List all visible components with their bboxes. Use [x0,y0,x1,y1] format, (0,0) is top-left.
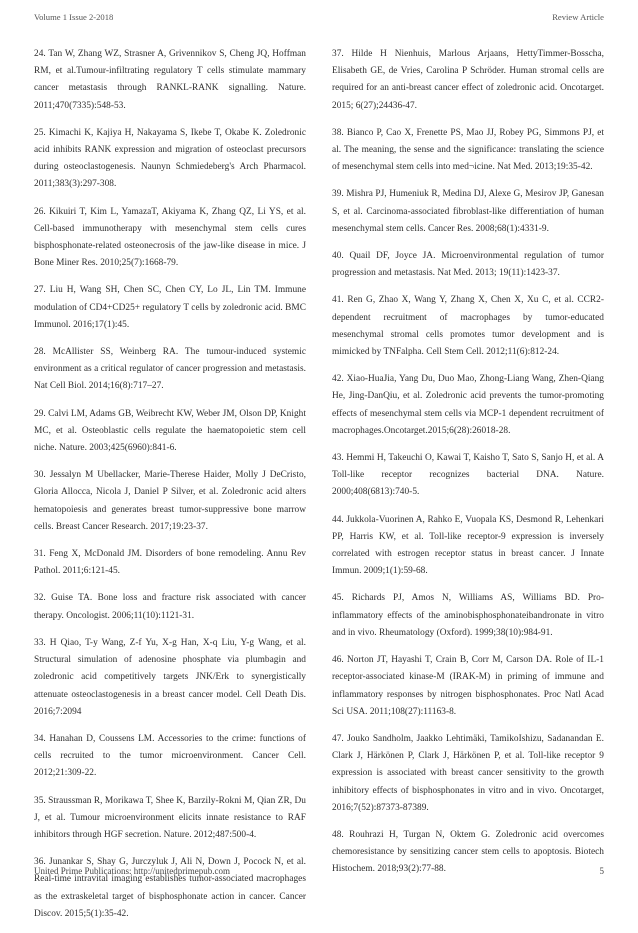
reference-item: 45. Richards PJ, Amos N, Williams AS, Williams BD. Pro-inflammatory effects of the aminobisphosphonateibandronate in vitro and in vivo. Rheumatology (Oxford). 1999;38(10):984-91. [332,593,604,638]
reference-item: 26. Kikuiri T, Kim L, YamazaT, Akiyama K, Zhang QZ, Li YS, et al. Cell-based immunotherapy with mesenchymal stem cells cures bisphosphonate-related osteonecrosis of the jaw-like disease in mice. J Bone Miner Res. 2010;25(7):1668-79. [34,206,306,269]
reference-item: 28. McAllister SS, Weinberg RA. The tumour-induced systemic environment as a critical regulator of cancer progression and metastasis. Nat Cell Biol. 2014;16(8):717–27. [34,347,306,392]
page-header [34,12,604,26]
reference-item: 44. Jukkola-Vuorinen A, Rahko E, Vuopala KS, Desmond R, Lehenkari PP, Harris KW, et al. Toll-like receptor-9 expression is inversely correlated with estrogen receptor status in breast cancer. J Innate Immun. 2009;1(1):59-68. [332,514,604,577]
reference-item: 32. Guise TA. Bone loss and fracture risk associated with cancer therapy. Oncologist. 2006;11(10):1121-31. [34,593,306,621]
page-number: 5 [599,866,604,876]
publisher-link[interactable]: United Prime Publications: http://unitedprimepub.com [34,866,230,876]
reference-item: 37. Hilde H Nienhuis, Marlous Arjaans, HettyTimmer-Bosscha, Elisabeth GE, de Vries, Carolina P Schröder. Human stromal cells are required for an anti-breast cancer effect of zoledronic acid. Oncotarget. 2015; 6(27);24436-47. [332,49,604,111]
volume-label: Volume 1 Issue 2-2018 [34,12,114,22]
reference-item: 43. Hemmi H, Takeuchi O, Kawai T, Kaisho T, Sato S, Sanjo H, et al. A Toll-like receptor recognizes bacterial DNA. Nature. 2000;408(6813):740-5. [332,453,604,498]
reference-item: 47. Jouko Sandholm, Jaakko Lehtimäki, TamikoIshizu, Sadanandan E. Clark J, Härkönen P, Clark J, Härkönen P, et al. Toll-like receptor 9 expression is associated with breast cancer sensitivity to the growth inhibitory effects of bisphosphonates in vitro and in vivo. Oncotarget, 2016;7(52):87373-87389. [332,733,604,813]
reference-item: 30. Jessalyn M Ubellacker, Marie-Therese Haider, Molly J DeCristo, Gloria Allocca, Nicola J, Daniel P Silver, et al. Zoledronic acid alters hematopoiesis and generates breast tumor-suppressive bone marrow cells. Breast Cancer Research. 2017;19:23-37. [34,470,306,532]
reference-item: 31. Feng X, McDonald JM. Disorders of bone remodeling. Annu Rev Pathol. 2011;6:121-45. [34,549,306,577]
reference-item: 33. H Qiao, T-y Wang, Z-f Yu, X-g Han, X-q Liu, Y-g Wang, et al. Structural simulation of adenosine phosphate via plumbagin and zoledronic acid competitively targets JNK/Erk to synergistically attenuate osteoclastogenesis in a breast cancer model. Cell Death Dis. 2016;7:2094 [34,637,306,717]
reference-item: 40. Quail DF, Joyce JA. Microenvironmental regulation of tumor progression and metastasis. Nat Med. 2013; 19(11):1423-37. [332,251,604,279]
reference-item: 29. Calvi LM, Adams GB, Weibrecht KW, Weber JM, Olson DP, Knight MC, et al. Osteoblastic cells regulate the haematopoietic stem cell niche. Nature. 2003;425(6960):841-6. [34,408,306,454]
reference-item: 41. Ren G, Zhao X, Wang Y, Zhang X, Chen X, Xu C, et al. CCR2-dependent recruitment of macrophages by tumor-educated mesenchymal stromal cells promotes tumor development and is mimicked by TNFalpha. Cell Stem Cell. 2012;11(6):812-24. [332,295,604,358]
article-type-label: Review Article [552,12,604,22]
references-right-column [332,46,604,889]
reference-item: 34. Hanahan D, Coussens LM. Accessories to the crime: functions of cells recruited to the tumor microenvironment. Cancer Cell. 2012;21:309-22. [34,733,306,779]
reference-item: 39. Mishra PJ, Humeniuk R, Medina DJ, Alexe G, Mesirov JP, Ganesan S, et al. Carcinoma-associated fibroblast-like differentiation of human mesenchymal stem cells. Cancer Res. 2008;68(1):4331-9. [332,189,604,234]
references-left-column [34,46,306,933]
reference-item: 38. Bianco P, Cao X, Frenette PS, Mao JJ, Robey PG, Simmons PJ, et al. The meaning, the sense and the significance: translating the science of mesenchymal stem cells into med¬icine. Nat Med. 2013;19:35-42. [332,127,604,173]
reference-item: 36. Junankar S, Shay G, Jurczyluk J, Ali N, Down J, Pocock N, et al. Real-time intravital imaging establishes tumor-associated macrophages as the extraskeletal target of bisphosphonate action in cancer. Cancer Discov. 2015;5(1):35-42. [34,857,306,919]
reference-item: 35. Straussman R, Morikawa T, Shee K, Barzily-Rokni M, Qian ZR, Du J, et al. Tumour microenvironment elicits innate resistance to RAF inhibitors through HGF secretion. Nature. 2012;487:500-4. [34,795,306,840]
reference-item: 46. Norton JT, Hayashi T, Crain B, Corr M, Carson DA. Role of IL-1 receptor-associated kinase-M (IRAK-M) in priming of immune and inflammatory responses by nitrogen bisphosphonates. Proc Natl Acad Sci USA. 2011;108(27):11163-8. [332,655,604,717]
reference-item: 25. Kimachi K, Kajiya H, Nakayama S, Ikebe T, Okabe K. Zoledronic acid inhibits RANK expression and migration of osteoclast precursors during osteoclastogenesis. Naunyn Schmiedeberg's Arch Pharmacol. 2011;383(3):297-308. [34,127,306,190]
reference-item: 27. Liu H, Wang SH, Chen SC, Chen CY, Lo JL, Lin TM. Immune modulation of CD4+CD25+ regulatory T cells by zoledronic acid. BMC Immunol. 2016;17(1):45. [34,285,306,330]
reference-item: 42. Xiao-HuaJia, Yang Du, Duo Mao, Zhong-Liang Wang, Zhen-Qiang He, Jing-DanQiu, et al. Zoledronic acid prevents the tumor-promoting effects of mesenchymal stem cells via MCP-1 dependent recruitment of macrophages.Oncotarget.2015;6(28):26018-28. [332,374,604,436]
reference-item: 48. Rouhrazi H, Turgan N, Oktem G. Zoledronic acid overcomes chemoresistance by sensitizing cancer stem cells to apoptosis. Biotech Histochem. 2018;93(2):77-88. [332,829,604,875]
page-footer [34,866,604,880]
reference-item: 24. Tan W, Zhang WZ, Strasner A, Grivennikov S, Cheng JQ, Hoffman RM, et al.Tumour-infiltrating regulatory T cells stimulate mammary cancer metastasis through RANKL-RANK signalling. Nature. 2011;470(7335):548-53. [34,49,306,111]
